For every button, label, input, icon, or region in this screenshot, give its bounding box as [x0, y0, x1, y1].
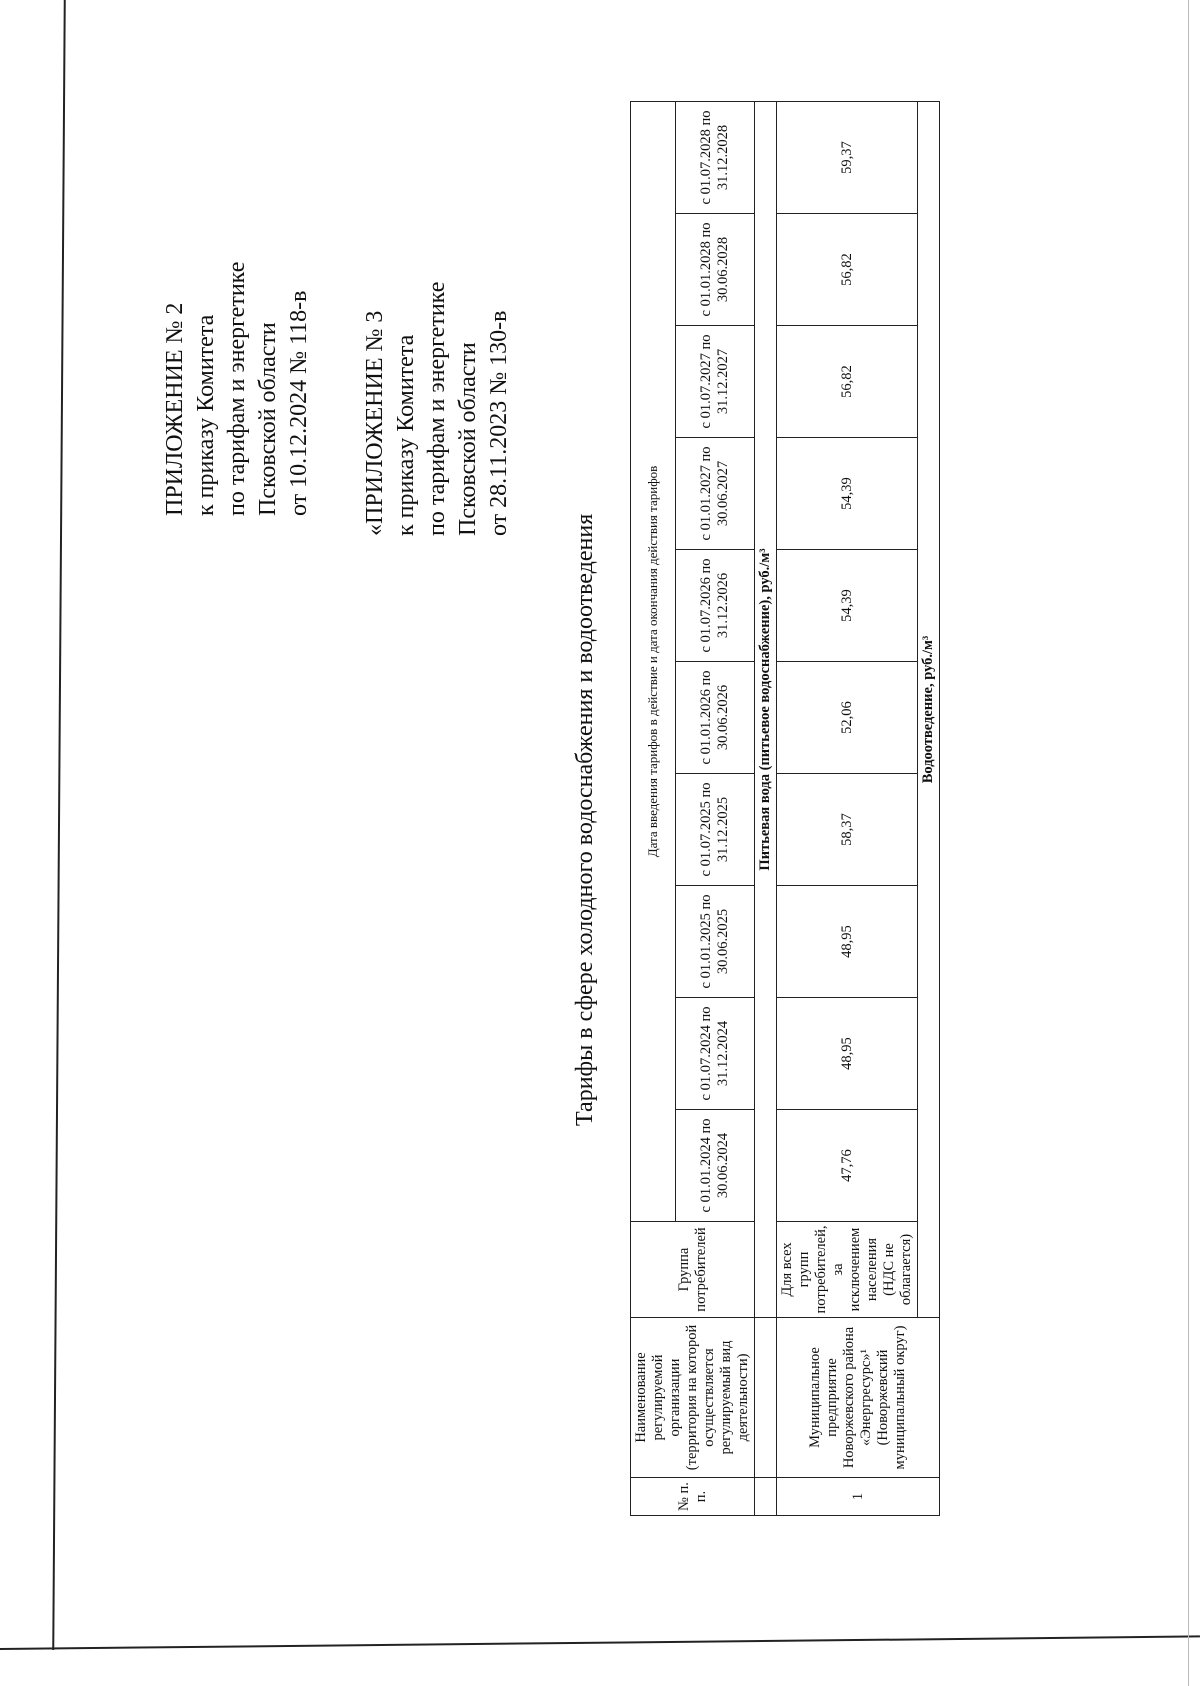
header-dates: Дата введения тарифов в действие и дата окончания действия тарифов [631, 102, 676, 1222]
tariff-value: 48,95 [777, 998, 918, 1110]
appendix-old-line3: по тарифам и энергетике [424, 281, 450, 536]
appendix-new-line1: ПРИЛОЖЕНИЕ № 2 [162, 302, 188, 516]
header-organization: Наименование регулируемой организации (территория на которой осуществляется регулируемый вид деятельности) [631, 1318, 755, 1478]
tariff-value: 59,37 [777, 102, 918, 214]
appendix-new-line4: Псковской области [255, 322, 281, 516]
section-spacer [755, 1478, 777, 1516]
period-header: с 01.07.2028 по 31.12.2028 [675, 102, 754, 214]
appendix-new-line2: к приказу Комитета [193, 314, 219, 516]
period-header: с 01.07.2025 по 31.12.2025 [675, 774, 754, 886]
tariff-value: 52,06 [777, 662, 918, 774]
appendix-old-header [360, 206, 515, 536]
period-header: с 01.01.2027 по 30.06.2027 [675, 438, 754, 550]
period-header: с 01.07.2027 по 31.12.2027 [675, 326, 754, 438]
period-header: с 01.01.2026 по 30.06.2026 [675, 662, 754, 774]
row-organization: Муниципальное предприятие Новоржевского района «Энергресурс»¹ (Новоржевский муниципальный округ) [777, 1318, 940, 1478]
section-spacer [755, 1318, 777, 1478]
header-num: № п. п. [631, 1478, 755, 1516]
appendix-old-line5: от 28.11.2023 № 130-в [486, 310, 512, 536]
section-water-title: Питьевая вода (питьевое водоснабжение), руб./м³ [755, 102, 777, 1318]
period-header: с 01.07.2026 по 31.12.2026 [675, 550, 754, 662]
table-row [777, 102, 918, 1516]
tariff-value: 58,37 [777, 774, 918, 886]
tariff-value: 47,76 [777, 1110, 918, 1222]
header-consumer-group: Группа потребителей [631, 1222, 755, 1318]
tariff-table [630, 101, 940, 1516]
appendix-new-line3: по тарифам и энергетике [224, 261, 250, 516]
period-header: с 01.01.2024 по 30.06.2024 [675, 1110, 754, 1222]
row-consumer-group: Для всех групп потребителей, за исключением населения (НДС не облагается) [777, 1222, 918, 1318]
header-row-1 [631, 102, 676, 1516]
period-header: с 01.01.2028 по 30.06.2028 [675, 214, 754, 326]
section-row-sewer [918, 102, 940, 1516]
row-number: 1 [777, 1478, 940, 1516]
period-header: с 01.01.2025 по 30.06.2025 [675, 886, 754, 998]
appendix-new-line5: от 10.12.2024 № 118-в [286, 290, 312, 516]
tariff-value: 56,82 [777, 326, 918, 438]
appendix-old-line2: к приказу Комитета [393, 334, 419, 536]
section-sewer-title: Водоотведение, руб./м³ [918, 102, 940, 1318]
appendix-new-header [160, 186, 315, 516]
period-header: с 01.07.2024 по 31.12.2024 [675, 998, 754, 1110]
appendix-old-line4: Псковской области [455, 342, 481, 536]
appendix-old-line1: «ПРИЛОЖЕНИЕ № 3 [362, 310, 388, 536]
tariff-value: 54,39 [777, 550, 918, 662]
section-row-water [755, 102, 777, 1516]
tariff-value: 48,95 [777, 886, 918, 998]
tariff-value: 54,39 [777, 438, 918, 550]
document-title: Тарифы в сфере холодного водоснабжения и водоотведения [572, 513, 598, 1126]
tariff-value: 56,82 [777, 214, 918, 326]
